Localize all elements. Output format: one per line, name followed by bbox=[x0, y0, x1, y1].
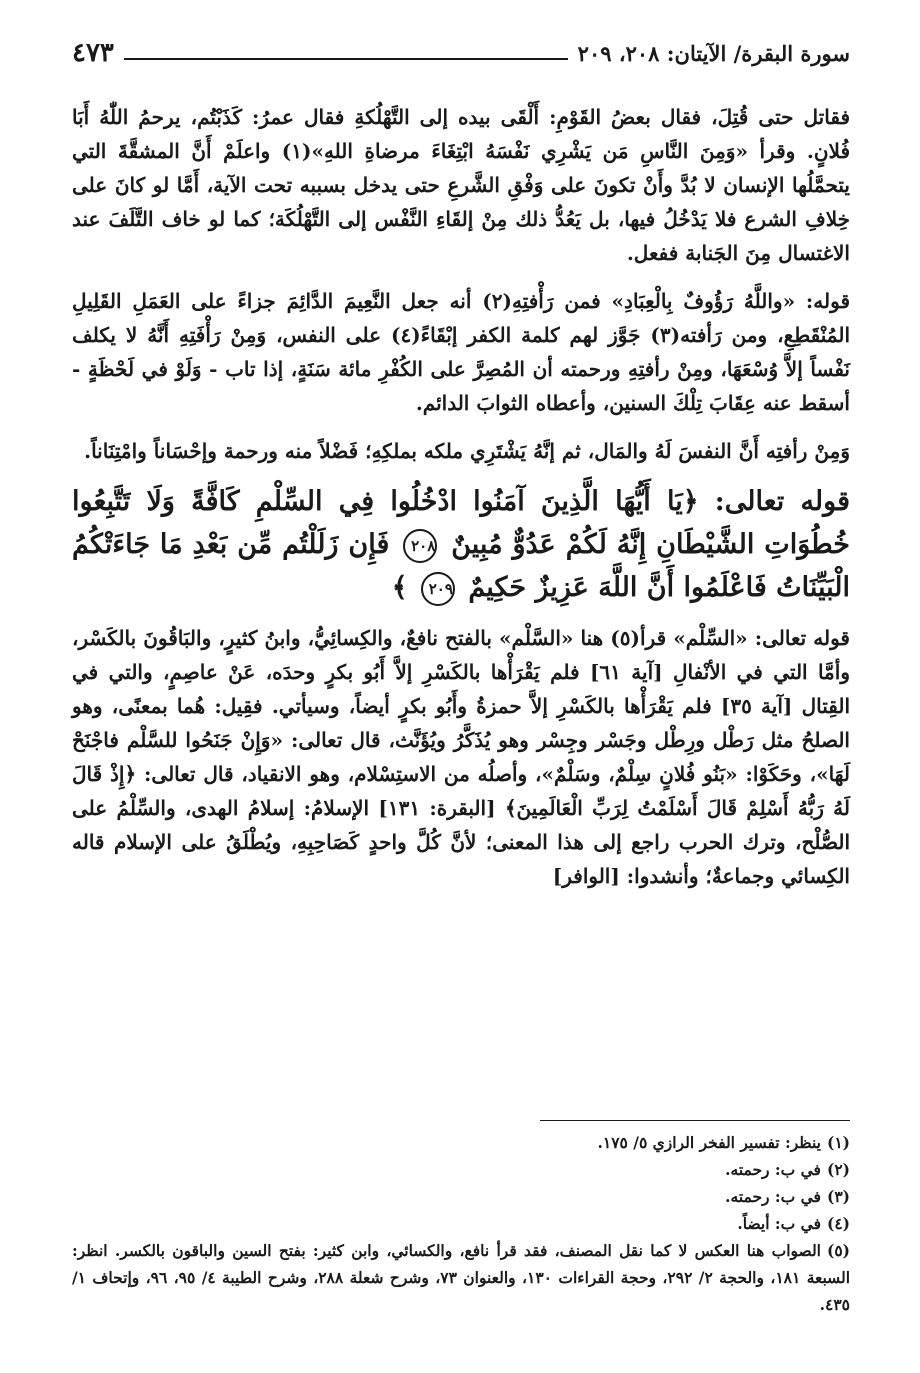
running-title: سورة البقرة/ الآيتان: ٢٠٨، ٢٠٩ bbox=[577, 41, 850, 66]
header-rule bbox=[124, 58, 568, 60]
main-text bbox=[72, 100, 850, 907]
footnote bbox=[72, 1129, 850, 1156]
verse-number-marker: ٢٠٩ bbox=[421, 572, 455, 606]
footnote-number: (٣) bbox=[826, 1187, 850, 1206]
footnote-text: الصواب هنا العكس لا كما نقل المصنف، فقد قرأ نافع، والكسائي، وابن كثير: بفتح السين والباقون بالكسر. انظر: السبعة ١٨١، والحجة ٢/ ٢٩٢، وحجة القراءات ١٣٠، والعنوان ٧٣، وشرح شعلة ٢٨٨، وشرح الطيبة ٤/ ٩٥، ٩٦، وإتحاف ١/ ٤٣٥. bbox=[72, 1241, 851, 1314]
paragraph-3: وَمِنْ رأفتِه أَنَّ النفسَ لَهُ والمَال، ثم إنَّهُ يَشْتَرِي ملكه بملكِهِ؛ فَضْلاً منه ورحمة وإحْسَاناً وامْتِنَاناً. bbox=[84, 439, 850, 463]
footnote-text: في ب: رحمته. bbox=[725, 1187, 821, 1206]
paragraph-2: قوله: «واللَّهُ رَؤُوفٌ بِالْعِبَادِ» فمن رَأْفتِهِ(٢) أنه جعل النَّعِيمَ الدَّائِمَ جزاءً على العَمَلِ القَلِيلِ المُنْقَطِعِ، ومن رَأفته(٣) جَوَّز لهم كلمة الكفر إبْقَاءً(٤) على النفس، وَمِنْ رَأْفَتِهِ أَنَّهُ لا يكلف نَفْساً إلاَّ وُسْعَهَا، ومِنْ رأفتِهِ ورحمته أن المُصِرَّ على الكُفْرِ مائة سَنَةٍ، إذا تاب - وَلَوْ في لَحْظَةٍ - أسقط عنه عِقَابَ تِلْكَ السنين، وأعطاه الثوابَ الدائم. bbox=[72, 289, 851, 415]
footnote bbox=[72, 1237, 850, 1318]
footnote bbox=[72, 1210, 850, 1237]
footnote-text: في ب: أيضاً. bbox=[737, 1214, 821, 1233]
footnote-text: ينظر: تفسير الفخر الرازي ٥/ ١٧٥. bbox=[597, 1133, 821, 1152]
verse-text-2: فَإِن زَلَلْتُم مِّن بَعْدِ مَا جَاءَتْكُمُ الْبَيِّنَاتُ فَاعْلَمُوا أَنَّ اللَّهَ عَزِيزٌ حَكِيمٌ bbox=[72, 529, 850, 603]
footnote-number: (٥) bbox=[826, 1241, 850, 1260]
paragraph-1: فقاتل حتى قُتِلَ، فقال بعضُ القَوْمِ: أَلْقَى بيده إلى التَّهْلُكةِ فقال عمرُ: كَذَبْتُم، يرحمُ اللّٰهُ أَبَا فُلانٍ. وقرأ «وَمِنَ النَّاسِ مَن يَشْرِي نَفْسَهُ ابْتِغَاءَ مرضاةِ اللهِ»(١) واعلَمْ أَنَّ المشقَّةَ التي يتحمَّلُها الإنسان لا بُدَّ وأَنْ تكونَ على وَفْقِ الشَّرعِ حتى يدخل بسببه تحت الآية، أَمَّا لو كانَ على خِلافِ الشرع فلا يَدْخُلُ فيها، بل يَعُدُّ ذلك مِنْ إلقَاءِ النَّفْس إلى التَّهْلُكَة؛ كما لو خاف التَّلَفَ عند الاغتسال مِنَ الجَنابة ففعل. bbox=[72, 105, 850, 265]
footnote-divider bbox=[540, 1120, 850, 1121]
footnote bbox=[72, 1156, 850, 1183]
commentary-paragraph: قوله تعالى: «السِّلْم» قرأ(٥) هنا «السَّلْم» بالفتح نافعٌ، والكِسائِيُّ، وابنُ كثيرٍ، والبَاقُونَ بالكَسْر، وأمَّا التي في الأنْفالِ [آية ٦١] فلم يَقْرَأْها بالكَسْرِ إلاَّ أَبُو بكرٍ وحدَه، عَنْ عاصِمٍ، والتي في القِتال [آية ٣٥] فلم يَقْرَأْها بالكَسْرِ إلاَّ حمزةُ وأَبُو بكرٍ أيضاً، وسيأتي. فقِيل: هُما بمعنًى، وهو الصلحُ مثل رَطْل ورِطْل وجَسْر وجِسْر وهو يُذَكَّرُ ويُؤَنَّث، قال تعالى: «وَإِنْ جَنَحُوا للسَّلْم فاجْنَحْ لَهَا»، وحَكَوْا: «بَنُو فُلانٍ سِلْمٌ، وسَلْمٌ»، وأصلُه من الاستِسْلام، وهو الانقياد، قال تعالى: ﴿إِذْ قَالَ لَهُ رَبُّهُ أَسْلِمْ قَالَ أَسْلَمْتُ لِرَبِّ الْعَالَمِينَ﴾ [البقرة: ١٣١] الإسلامُ: إسلامُ الهدى، والسِّلْمُ على الصُّلْح، وترك الحرب راجع إلى هذا المعنى؛ لأنَّ كُلَّ واحدٍ كَصَاحِبِهِ، ويُطْلَقُ على الإسلام قاله الكِسائي وجماعةٌ؛ وأنشدوا: [الوافر] bbox=[72, 626, 851, 888]
page-header bbox=[72, 22, 850, 66]
footnote-number: (٤) bbox=[826, 1214, 850, 1233]
footnote bbox=[72, 1183, 850, 1210]
verse-close-bracket: ﴾ bbox=[391, 572, 408, 603]
footnote-number: (٢) bbox=[826, 1160, 850, 1179]
footnotes bbox=[72, 1120, 850, 1318]
book-page bbox=[72, 22, 850, 1357]
verse-number-marker: ٢٠٨ bbox=[403, 529, 437, 563]
quran-verse bbox=[72, 480, 850, 609]
page-number: ٤٧٣ bbox=[72, 38, 114, 68]
verse-text-1: قوله تعالى: ﴿يَا أَيُّهَا الَّذِينَ آمَنُوا ادْخُلُوا فِي السِّلْمِ كَافَّةً وَلَا تَتَّبِعُوا خُطُوَاتِ الشَّيْطَانِ إِنَّهُ لَكُمْ عَدُوٌّ مُبِينٌ bbox=[72, 486, 850, 560]
footnote-number: (١) bbox=[826, 1133, 850, 1152]
footnote-text: في ب: رحمته. bbox=[725, 1160, 821, 1179]
